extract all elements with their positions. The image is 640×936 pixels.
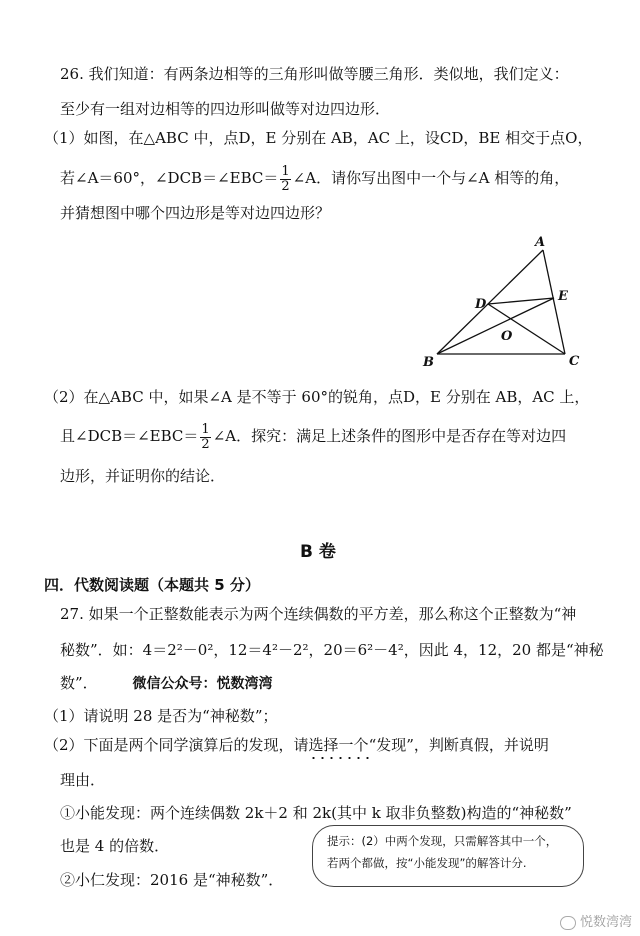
q26-line2: 至少有一组对边相等的四边形叫做等对边四边形． <box>60 100 391 118</box>
q27-p2-line1-a: （2）下面是两个同学演算后的发现，请 <box>44 736 309 754</box>
wechat-icon <box>560 916 576 930</box>
b-section-title: B 卷 <box>300 542 336 562</box>
q26-p1-line3: 并猜想图中哪个四边形是等对边四边形？ <box>60 204 331 222</box>
q27-line1: 27. 如果一个正整数能表示为两个连续偶数的平方差，那么称这个正整数为“神 <box>60 605 577 623</box>
hint-line1: 提示：(2）中两个发现，只需解答其中一个， <box>327 834 558 848</box>
label-c: C <box>569 354 580 369</box>
q27-line2: 秘数”．如：4＝2²－0²，12＝4²－2²，20＝6²－4²，因此 4，12，20 都是“神秘 <box>60 641 604 659</box>
q26-p1-line2-b: ∠A．请你写出图中一个与∠A 相等的角， <box>292 169 570 187</box>
q26-p1-line1: （1）如图，在△ABC 中，点D，E 分别在 AB，AC 上，设CD，BE 相交于点O， <box>44 129 593 147</box>
q27-p2-line2: 理由． <box>60 771 106 789</box>
watermark <box>560 911 632 930</box>
q26-p2-line2-a: 且∠DCB＝∠EBC＝ <box>60 427 199 445</box>
q27-p2-line1 <box>44 735 549 755</box>
q27-p1: （1）请说明 28 是否为“神秘数”； <box>44 707 278 725</box>
label-e: E <box>558 289 568 304</box>
label-o: O <box>501 329 513 344</box>
label-b: B <box>423 355 434 370</box>
segment-be <box>437 298 554 354</box>
q26-p2-line2 <box>60 418 566 454</box>
q27-line3 <box>60 673 272 694</box>
hint-line2: 若两个都做，按“小能发现”的解答计分. <box>327 856 527 870</box>
label-a: A <box>535 235 546 250</box>
frac-den-2: 2 <box>201 436 210 452</box>
frac-den: 2 <box>281 178 290 194</box>
q26-p1-line2-a: 若∠A＝60°，∠DCB＝∠EBC＝ <box>60 169 279 187</box>
fraction-half <box>280 165 290 194</box>
q27-d1-line2: 也是 4 的倍数． <box>60 837 170 855</box>
hint-box <box>312 825 584 887</box>
watermark-text: 悦数湾湾 <box>579 915 632 930</box>
fraction-half-2 <box>200 423 210 452</box>
q27-p2-line1-c: “发现”，判断真假，并说明 <box>368 736 549 754</box>
side-ab <box>437 250 543 354</box>
q26-line1: 26. 我们知道：有两条边相等的三角形叫做等腰三角形．类似地，我们定义： <box>60 65 569 83</box>
q26-p2-line2-b: ∠A．探究：满足上述条件的图形中是否存在等对边四 <box>212 427 567 445</box>
wechat-label: 微信公众号：悦数湾湾 <box>132 676 273 692</box>
q27-d1-line1: ①小能发现：两个连续偶数 2k＋2 和 2k(其中 k 取非负整数)构造的“神秘数” <box>60 804 572 822</box>
q26-p2-line3: 边形，并证明你的结论． <box>60 467 226 485</box>
q26-p1-line2 <box>60 160 569 196</box>
q27-d2: ②小仁发现：2016 是“神秘数”． <box>60 871 284 889</box>
q26-p2-line1: （2）在△ABC 中，如果∠A 是不等于 60°的锐角，点D，E 分别在 AB，AC 上， <box>44 388 590 406</box>
section4-heading: 四．代数阅读题（本题共 5 分） <box>44 576 260 594</box>
label-d: D <box>475 297 487 312</box>
frac-num-2: 1 <box>201 421 210 437</box>
q27-p2-emphasis: 选择一个 <box>308 736 369 754</box>
q27-line3-text: 数”． <box>60 674 98 692</box>
triangle-figure <box>415 232 595 372</box>
frac-num: 1 <box>281 163 290 179</box>
